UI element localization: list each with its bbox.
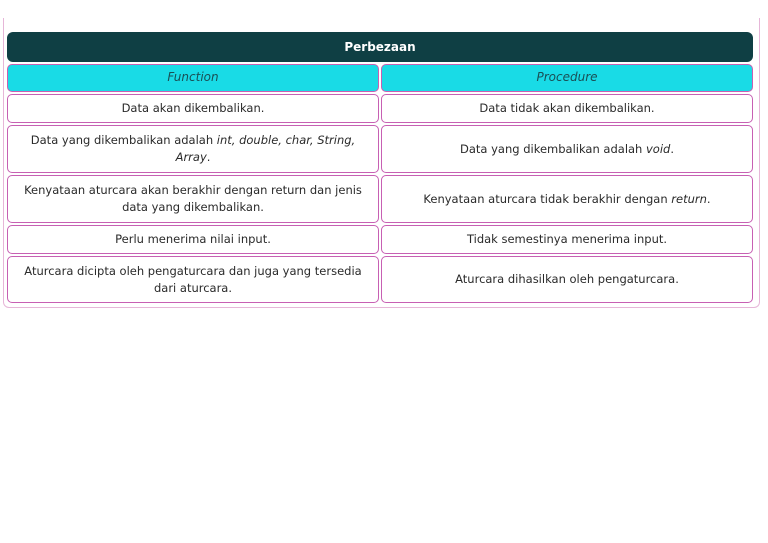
cell-function: Kenyataan aturcara akan berakhir dengan return dan jenis data yang dikembalikan. — [7, 175, 379, 223]
cell-text: Data yang dikembalikan adalah — [30, 133, 217, 148]
table-row — [7, 125, 753, 173]
table-row — [7, 94, 753, 123]
header-function: Function — [7, 64, 379, 92]
cell-function: Perlu menerima nilai input. — [7, 225, 379, 254]
cell-procedure: Tidak semestinya menerima input. — [381, 225, 753, 254]
table-row — [7, 175, 753, 223]
cell-italic-text: int, double, char, String, Array — [175, 133, 356, 164]
cell-text: . — [670, 141, 674, 156]
cell-text: Data yang dikembalikan adalah — [460, 141, 646, 156]
cell-procedure: Aturcara dihasilkan oleh pengaturcara. — [381, 256, 753, 303]
cell-procedure — [381, 125, 753, 173]
cell-procedure: Data tidak akan dikembalikan. — [381, 94, 753, 123]
table-header-row — [7, 64, 753, 92]
cell-function: Data akan dikembalikan. — [7, 94, 379, 123]
cell-text: . — [706, 191, 711, 206]
table-title: Perbezaan — [7, 32, 753, 62]
cell-text: Kenyataan aturcara tidak berakhir dengan — [423, 191, 672, 206]
cell-function: Aturcara dicipta oleh pengaturcara dan juga yang tersedia dari aturcara. — [7, 256, 379, 303]
cell-procedure — [381, 175, 753, 223]
table-row — [7, 225, 753, 254]
cell-text: . — [206, 150, 211, 164]
comparison-table — [7, 32, 753, 303]
cell-function — [7, 125, 379, 173]
cell-italic-text: return — [671, 191, 707, 206]
cell-italic-text: void — [646, 141, 671, 156]
table-row — [7, 256, 753, 303]
header-procedure: Procedure — [381, 64, 753, 92]
